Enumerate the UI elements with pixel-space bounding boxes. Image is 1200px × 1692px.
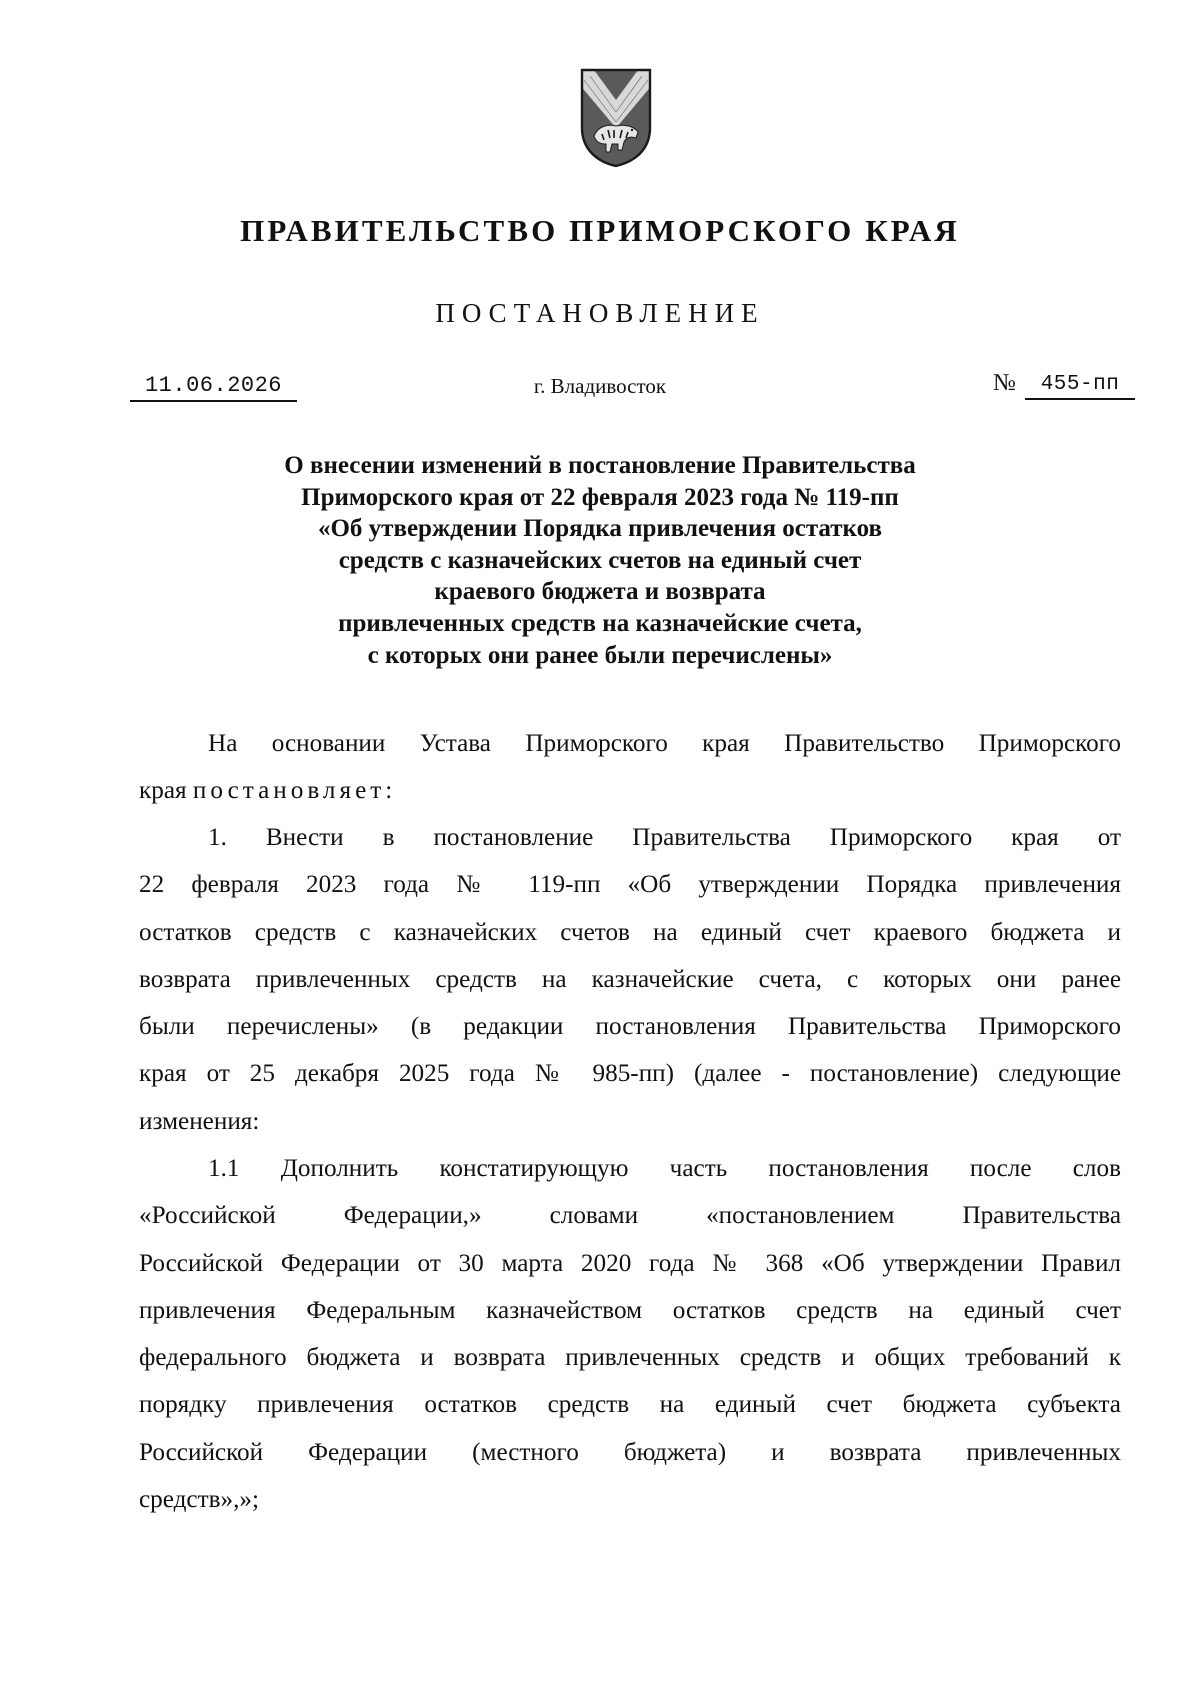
document-type: ПОСТАНОВЛЕНИЕ [435, 298, 765, 328]
subject-line: Приморского края от 22 февраля 2023 года № 119-пп [301, 483, 899, 511]
preamble-paragraph [139, 720, 1121, 815]
subject-line: О внесении изменений в постановление Правительства [284, 452, 916, 479]
document-number: 455-пп [1025, 373, 1135, 400]
document-date: 11.06.2026 [130, 373, 297, 402]
paragraph-line: федерального бюджета и возврата привлеченных средств и общих требований к [139, 1344, 1121, 1372]
paragraph-line: 22 февраля 2023 года № 119-пп «Об утверждении Порядка привлечения [139, 871, 1121, 899]
paragraph-line: возврата привлеченных средств на казначейские счета, с которых они ранее [139, 965, 1121, 993]
item-1-1-paragraph [139, 1145, 1121, 1523]
paragraph-line [139, 767, 1121, 814]
subject-line: «Об утверждении Порядка привлечения остатков [317, 515, 883, 543]
paragraph-line: 1.1 Дополнить констатирующую часть постановления после слов [208, 1155, 1121, 1182]
government-title: ПРАВИТЕЛЬСТВО ПРИМОРСКОГО КРАЯ [240, 213, 960, 248]
document-subject [150, 450, 1050, 671]
preamble-text: края [139, 777, 193, 805]
paragraph-line: средств»,»; [139, 1486, 259, 1514]
paragraph-line: «Российской Федерации,» словами «постановлением Правительства [139, 1202, 1121, 1230]
paragraph-line: изменения: [139, 1107, 260, 1135]
subject-line: привлеченных средств на казначейские счета, [338, 609, 862, 637]
paragraph-line: порядку привлечения остатков средств на единый счет бюджета субъекта [139, 1391, 1121, 1419]
item-1-paragraph [139, 814, 1121, 1145]
paragraph-line: Российской Федерации (местного бюджета) и возврата привлеченных [139, 1438, 1121, 1466]
paragraph-line: 1. Внести в постановление Правительства Приморского края от [208, 824, 1121, 851]
paragraph-line: края от 25 декабря 2025 года № 985-пп) (далее - постановление) следующие [139, 1060, 1121, 1088]
paragraph-line: были перечислены» (в редакции постановления Правительства Приморского [139, 1013, 1121, 1041]
subject-line: средств с казначейских счетов на единый счет [338, 546, 862, 574]
paragraph-line: остатков средств с казначейских счетов на единый счет краевого бюджета и [139, 918, 1121, 946]
paragraph-line: На основании Устава Приморского края Правительство Приморского [208, 730, 1121, 757]
coat-of-arms-icon [578, 66, 654, 169]
paragraph-line: Российской Федерации от 30 марта 2020 года № 368 «Об утверждении Правил [139, 1249, 1121, 1277]
subject-line: краевого бюджета и возврата [434, 578, 766, 606]
number-sign: № [993, 370, 1016, 396]
paragraph-line: привлечения Федеральным казначейством остатков средств на единый счет [139, 1296, 1121, 1324]
subject-line: с которых они ранее были перечислены» [367, 641, 833, 669]
document-city: г. Владивосток [533, 374, 667, 398]
resolves-word: постановляет: [192, 777, 397, 805]
